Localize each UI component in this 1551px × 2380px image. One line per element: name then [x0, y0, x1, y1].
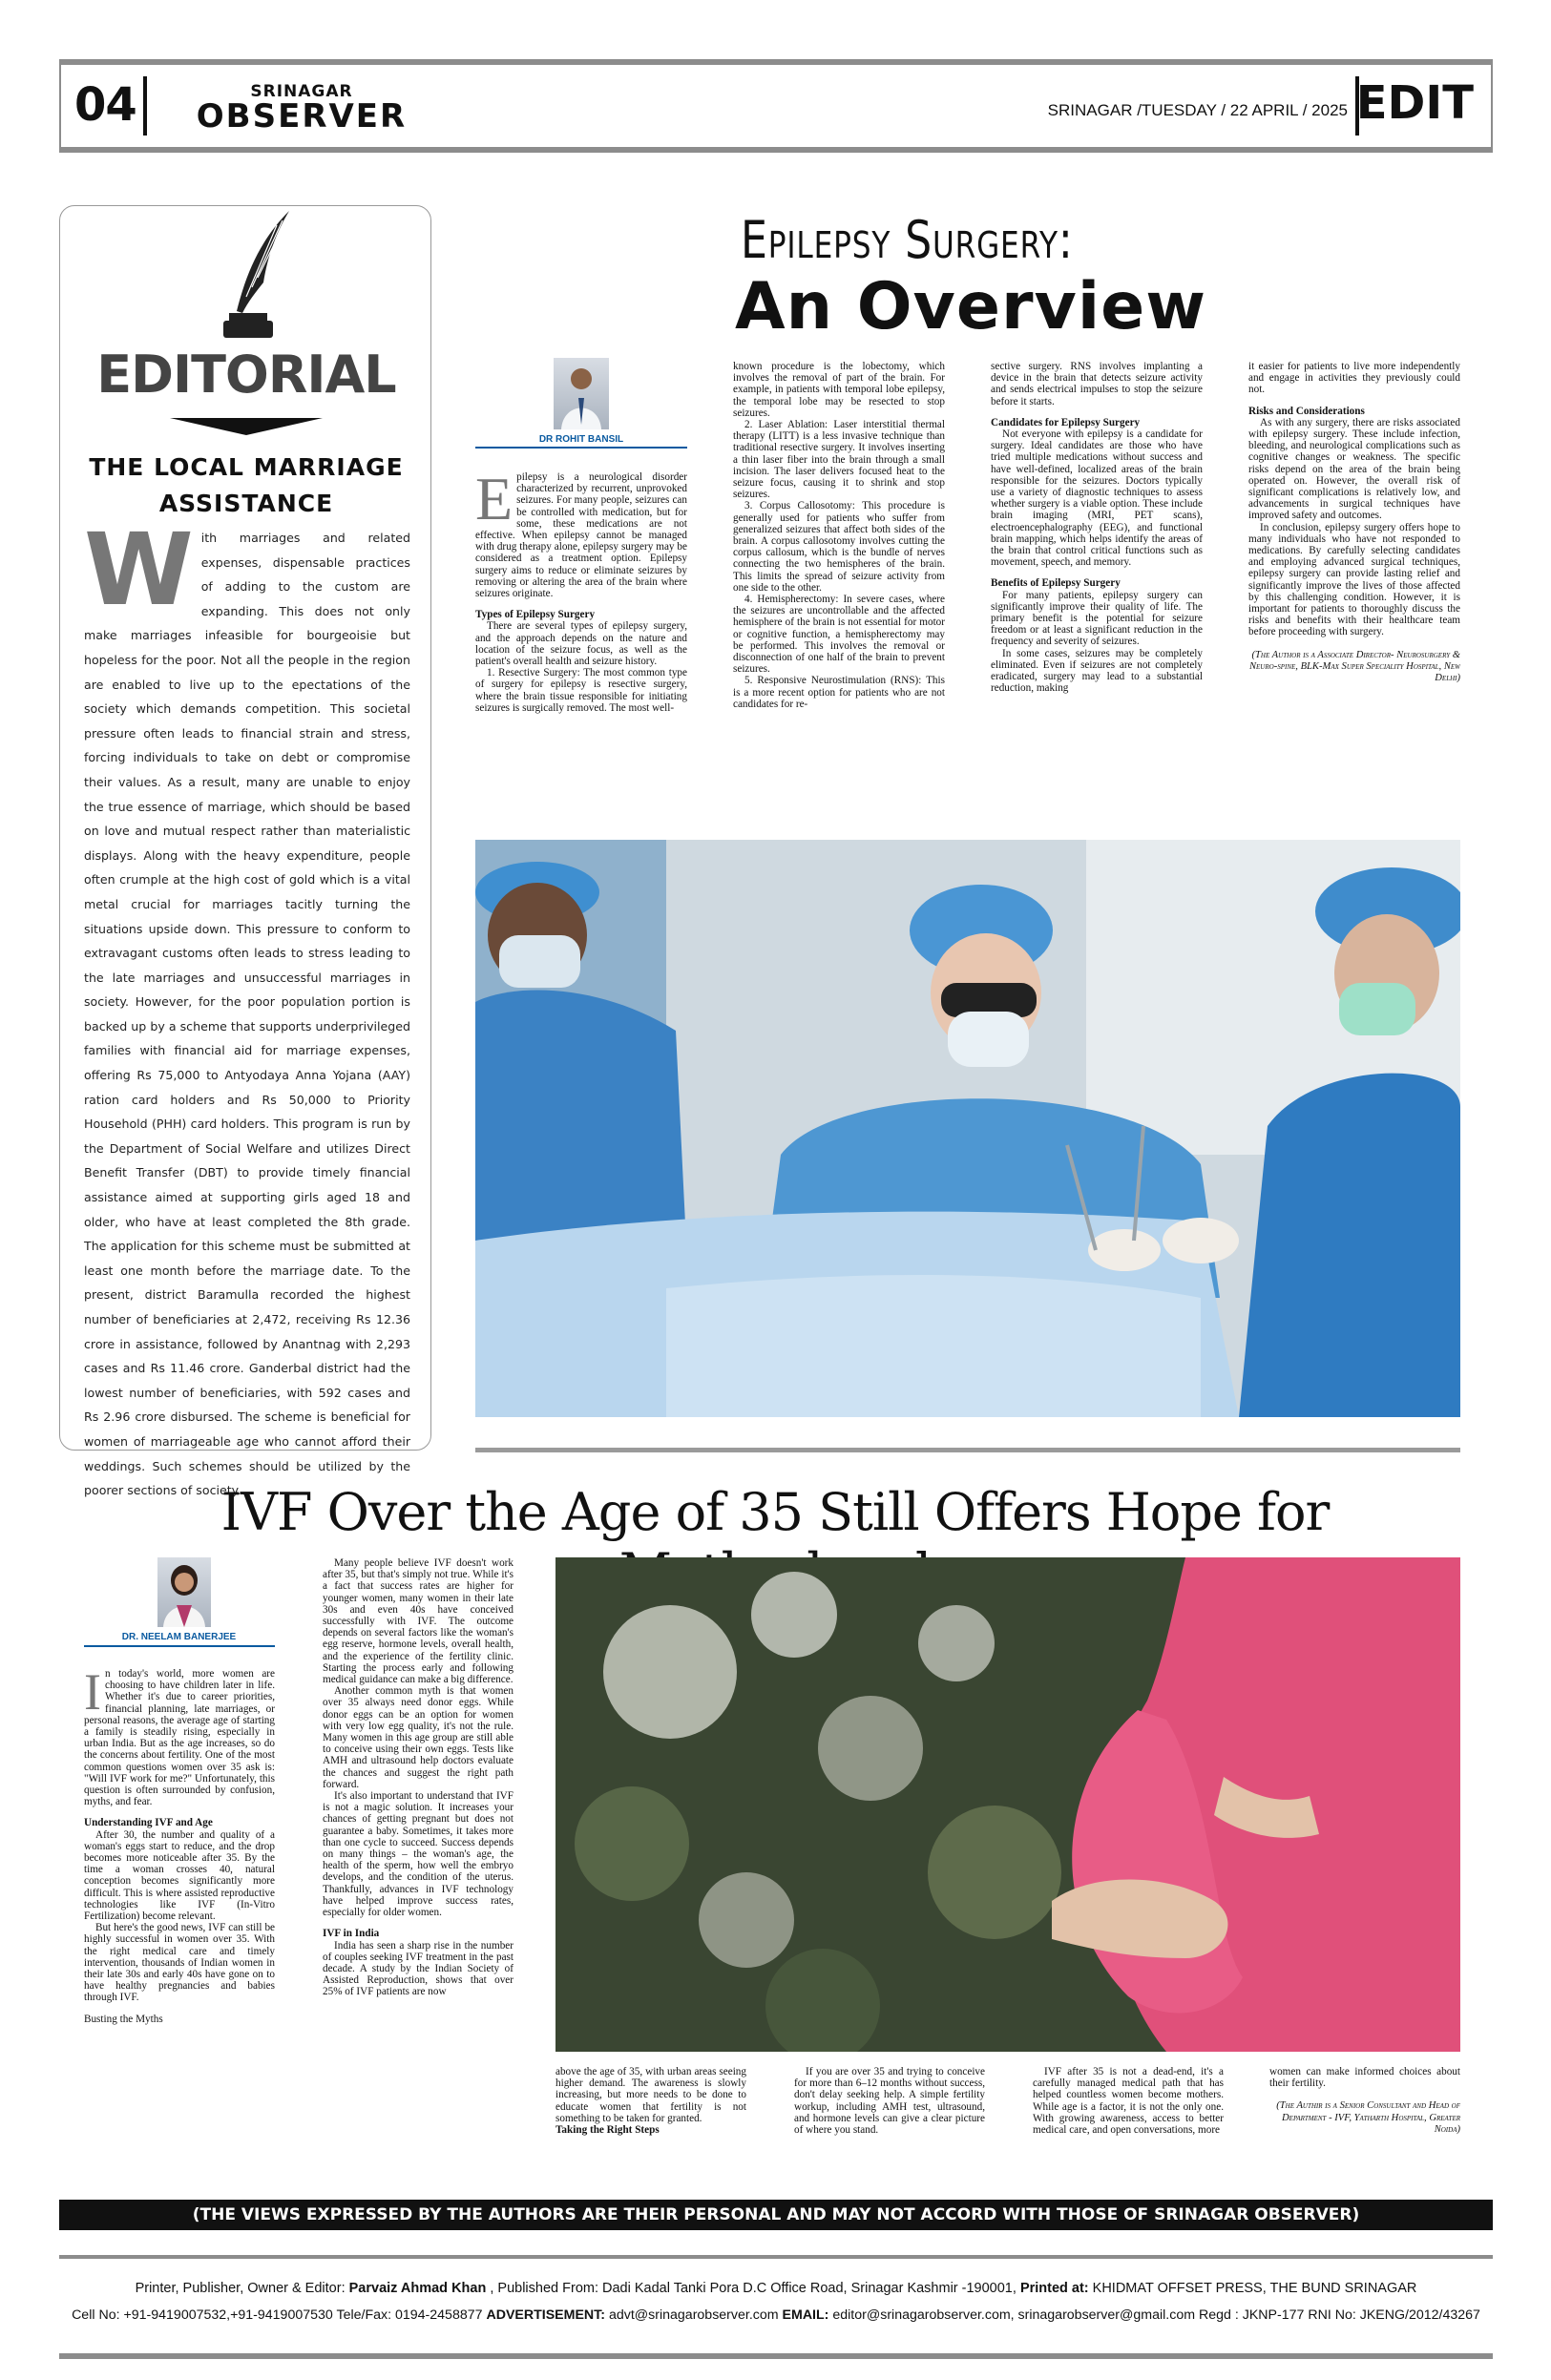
- footer-text: , Published From: Dadi Kadal Tanki Pora D.C Office Road, Srinagar Kashmir -190001,: [486, 2281, 1020, 2296]
- drop-cap: W: [84, 511, 194, 628]
- paragraph: 5. Responsive Neurostimulation (RNS): This is a more recent option for patients who are not candidates for re-: [733, 675, 945, 710]
- disclaimer-bar: (THE VIEWS EXPRESSED BY THE AUTHORS ARE THEIR PERSONAL AND MAY NOT ACCORD WITH THOSE OF SRINAGAR OBSERVER): [59, 2200, 1493, 2230]
- surgery-photo: [475, 840, 1460, 1417]
- editorial-text: ith marriages and related expenses, dispensable practices of adding to the custom are expanding. This does not only make marriages infeasible for bourgeoisie but hopeless for the poor. Not all the people in the region are enabled to live up to the epectations of the society which demands competition. This societal pressure often leads to financial strain and stress, forcing individuals to take on debt or compromise their values. As a result, many are unable to enjoy the true essence of marriage, which should be based on love and mutual respect rather than materialistic displays. Along with the heavy expenditure, people often crumple at the high cost of gold which is a vital metal crucial for marriages tacitly turning the situations upside down. This pressure to conform to extravagant customs often leads to stress leading to the late marriages and unsuccessful marriages in society. However, for the poor population portion is backed up by a scheme that supports underprivileged families with financial aid for marriage expenses, offering Rs 75,000 to Antyodaya Anna Yojana (AAY) ration card holders and Rs 50,000 to Priority Household (PHH) card holders. This program is run by the Department of Social Welfare and utilizes Direct Benefit Transfer (DBT) to provide timely financial assistance aimed at supporting girls aged 18 and older, who have at least completed the 8th grade. The application for this scheme must be submitted at least one month before the marriage date. To the present, district Baramulla recorded the highest number of beneficiaries at 2,472, receiving Rs 12.36 crore in assistance, followed by Anantnag with 2,293 cases and Rs 11.46 crore. Ganderbal district had the lowest number of beneficiaries, with 592 cases and Rs 2.96 crore disbursed. The scheme is beneficial for women of marriageable age who cannot afford their weddings. Such schemes should be utilized by the poorer sections of society.: [84, 531, 410, 1498]
- dateline: SRINAGAR /TUESDAY / 22 APRIL / 2025: [1047, 101, 1348, 119]
- paragraph: If you are over 35 and trying to conceive for more than 6–12 months without success, don't delay seeking help. A simple fertility workup, including AMH test, ultrasound, and hormone levels can give a clear picture of where you stand.: [794, 2066, 985, 2137]
- ivf-column-4: [794, 2066, 985, 2176]
- drop-cap: I: [84, 1668, 101, 1721]
- footer-text: Parvaiz Ahmad Khan: [348, 2281, 487, 2296]
- ivf-column-5: [1033, 2066, 1224, 2176]
- paragraph: As with any surgery, there are risks associated with epilepsy surgery. These include infection, bleeding, and neurological complications such as cognitive changes or weakness. The specific risks depend on the area of the brain being operated on. However, the overall risk of significant complications is relatively low, and advancements in surgical techniques have improved safety and outcomes.: [1248, 416, 1460, 522]
- pregnancy-photo: [555, 1557, 1460, 2052]
- footer-imprint: [59, 2281, 1493, 2296]
- subheading: IVF in India: [323, 1928, 380, 1940]
- paragraph: known procedure is the lobectomy, which involves the removal of part of the brain. For example, in patients with temporal lobe epilepsy, the temporal lobe may be resected to stop seizures.: [733, 361, 945, 419]
- paragraph: 3. Corpus Callosotomy: This procedure is generally used for patients who suffer from generalized seizures that affect both sides of the brain. A corpus callosotomy involves cutting the corpus callosum, which is the bundle of nerves connecting the two hemispheres of the brain. This limits the spread of seizure activity from one side to the other.: [733, 500, 945, 594]
- paragraph: pilepsy is a neurological disorder characterized by recurrent, unprovoked seizures. For many people, seizures can be controlled with medication, but for some, these medications are not effective. When epilepsy cannot be managed with drug therapy alone, epilepsy surgery may be considered as a treatment option. Epilepsy surgery aims to reduce or eliminate seizures by removing or altering the area of the brain where seizures originate.: [475, 471, 687, 600]
- page-number: 04: [74, 78, 136, 132]
- subheading: Taking the Right Steps: [555, 2124, 660, 2137]
- author-rule: [475, 447, 687, 449]
- epilepsy-column-2: [733, 361, 945, 817]
- author-name: DR. NEELAM BANERJEE: [121, 1632, 237, 1642]
- paragraph: In some cases, seizures may be completely eliminated. Even if seizures are not completely eradicated, surgery may lead to a substantial reduction, making: [991, 647, 1203, 695]
- ivf-column-1: [84, 1668, 275, 2174]
- footer-text: KHIDMAT OFFSET PRESS, THE BUND SRINAGAR: [1088, 2281, 1417, 2296]
- subheading: Candidates for Epilepsy Surgery: [991, 416, 1141, 428]
- section-divider: [475, 1448, 1460, 1452]
- paragraph: IVF after 35 is not a dead-end, it's a carefully managed medical path that has helped countless women become mothers. While age is a factor, it is not the only one. With growing awareness, access to better medical care, and open conversations, more: [1033, 2066, 1224, 2137]
- paragraph: In conclusion, epilepsy surgery offers hope to many individuals who have not responded to medications. By carefully selecting candidates and employing advanced surgical techniques, epilepsy surgery can provide lasting relief and significantly improve the lives of those affected by this challenging condition. However, it is important for patients to thoroughly discuss the risks and benefits with their healthcare team before proceeding with surgery.: [1248, 521, 1460, 638]
- paragraph: above the age of 35, with urban areas seeing higher demand. The awareness is slowly increasing, but more needs to be done to educate women that fertility is not something to be taken for granted.: [555, 2066, 746, 2124]
- author-credit: (The Author is a Associate Director- Neurosurgery & Neuro-spine, BLK-Max Super Speciality Hospital, New Delhi): [1248, 649, 1460, 684]
- epilepsy-column-3: [991, 361, 1203, 817]
- editorial-label: EDITORIAL: [96, 344, 396, 405]
- brand-logo: [168, 82, 435, 136]
- paragraph: India has seen a sharp rise in the number of couples seeking IVF treatment in the past decade. A study by the Indian Society of Assisted Reproduction, shows that over 25% of IVF patients are now: [323, 1939, 514, 1998]
- paragraph: 1. Resective Surgery: The most common type of surgery for epilepsy is resective surgery, where the brain tissue responsible for initiating seizures is surgically removed. The most well-: [475, 667, 687, 714]
- brand-small: SRINAGAR: [250, 82, 353, 101]
- epilepsy-column-4: [1248, 361, 1460, 817]
- subheading: Busting the Myths: [84, 2013, 163, 2025]
- paragraph: Many people believe IVF doesn't work after 35, but that's simply not true. While it's a fact that success rates are higher for younger women, many women in their late 30s and even 40s have conceived successfully with IVF. The outcome depends on several factors like the woman's egg reserve, hormone levels, overall health, and the experience of the fertility clinic. Starting the process early and following medical guidance can make a big difference.: [323, 1557, 514, 1686]
- paragraph: For many patients, epilepsy surgery can significantly improve their quality of life. The primary benefit is the potential for seizure freedom or at least a significant reduction in the frequency and severity of seizures.: [991, 589, 1203, 648]
- author-photo-neelam: [157, 1557, 211, 1627]
- editorial-body: [84, 511, 410, 1498]
- author-photo-rohit: [554, 358, 609, 429]
- subheading: Risks and Considerations: [1248, 405, 1365, 417]
- paragraph: n today's world, more women are choosing to have children later in life. Whether it's due to career priorities, financial planning, late marriages, or personal reasons, the average age of starting a family is steadily rising, especially in urban India. But as the age increases, so do the concerns about fertility. One of the most common questions women over 35 ask is: "Will IVF work for me?" Unfortunately, this question is often surrounded by confusion, myths, and fear.: [84, 1668, 275, 1808]
- quill-inkpot-icon: [208, 206, 294, 340]
- footer-text: EMAIL:: [782, 2307, 829, 2323]
- footer-text: ADVERTISEMENT:: [486, 2307, 605, 2323]
- pregnant-woman-illustration: [555, 1557, 1460, 2052]
- author-credit: (The Authir is a Senior Consultant and Head of Department - IVF, Yatharth Hospital, Greater Noida): [1276, 2100, 1460, 2135]
- footer-contact: [59, 2307, 1493, 2323]
- brand-big: OBSERVER: [196, 97, 408, 136]
- footer-text: Cell No: +91-9419007532,+91-9419007530 Tele/Fax: 0194-2458877: [72, 2307, 487, 2323]
- editorial-headline: THE LOCAL MARRIAGE ASSISTANCE: [89, 453, 404, 517]
- ivf-headline: IVF Over the Age of 35 Still Offers Hope for: [220, 1482, 1330, 1542]
- paragraph: It's also important to understand that IVF is not a magic solution. It increases your chances of getting pregnant but does not guarantee a baby. Sometimes, it takes more than one cycle to succeed. Success depends on many things – the woman's age, the health of the sperm, how well the embryo develops, and the condition of the uterus. Thankfully, advances in IVF technology have helped improve success rates, especially for older women.: [323, 1790, 514, 1919]
- paragraph: After 30, the number and quality of a woman's eggs start to reduce, and the drop becomes more noticeable after 35. By the time a woman crosses 40, natural conception becomes significantly more difficult. This is where assisted reproductive technologies like IVF (In-Vitro Fertilization) become relevant.: [84, 1828, 275, 1923]
- footer-text: editor@srinagarobserver.com, srinagarobserver@gmail.com Regd : JKNP-177 RNI No: JKENG/2012/43267: [828, 2307, 1480, 2323]
- footer-rule: [59, 2353, 1493, 2359]
- ivf-column-3: [555, 2066, 746, 2176]
- paragraph: 4. Hemispherectomy: In severe cases, where the seizures are uncontrollable and the affected hemisphere of the brain is not essential for motor or cognitive function, a hemispherectomy may be performed. This involves the removal or disconnection of one half of the brain to prevent seizures.: [733, 594, 945, 676]
- masthead: [59, 59, 1493, 153]
- subheading: Types of Epilepsy Surgery: [475, 609, 596, 621]
- epilepsy-kicker: Epilepsy Surgery:: [741, 210, 1074, 270]
- author-rule: [84, 1645, 275, 1647]
- epilepsy-headline: An Overview: [735, 269, 1207, 344]
- paragraph: sective surgery. RNS involves implanting a device in the brain that detects seizure activity and sends electrical impulses to stop the seizure before it starts.: [991, 361, 1203, 407]
- ivf-column-6: [1269, 2066, 1460, 2176]
- paragraph: 2. Laser Ablation: Laser interstitial thermal therapy (LITT) is a less invasive technique than traditional resective surgery. It involves inserting a thin laser fiber into the brain through a small incision. The laser delivers focused heat to the seizure focus, causing it to shrink and stop seizures.: [733, 419, 945, 501]
- surgeons-illustration: [475, 840, 1460, 1417]
- person-icon: [554, 358, 609, 429]
- paragraph: Another common myth is that women over 35 always need donor eggs. While donor eggs can be an option for women with very low egg quality, it's not the rule. Many women in this age group are still able to conceive using their own eggs. Tests like AMH and ultrasound help doctors evaluate the chances and suggest the right path forward.: [323, 1685, 514, 1790]
- person-icon: [157, 1557, 211, 1627]
- footer-text: Printed at:: [1019, 2281, 1089, 2296]
- section-label: EDIT: [1355, 76, 1474, 130]
- epilepsy-column-1: [475, 471, 687, 815]
- paragraph: it easier for patients to live more independently and engage in activities they previously could not.: [1248, 361, 1460, 396]
- footer-text: advt@srinagarobserver.com: [605, 2307, 783, 2323]
- drop-cap: E: [475, 471, 514, 532]
- paragraph: But here's the good news, IVF can still be highly successful in women over 35. With the right medical care and timely intervention, thousands of Indian women in their late 30s and early 40s have gone on to have healthy pregnancies and babies through IVF.: [84, 1922, 275, 2004]
- masthead-divider: [143, 76, 147, 136]
- paragraph: There are several types of epilepsy surgery, and the approach depends on the nature and location of the seizure focus, as well as the patient's overall health and seizure history.: [475, 620, 687, 668]
- footer-rule: [59, 2255, 1493, 2259]
- author-name: DR ROHIT BANSIL: [538, 434, 624, 445]
- paragraph: women can make informed choices about their fertility.: [1269, 2066, 1460, 2090]
- subheading: Understanding IVF and Age: [84, 1817, 213, 1829]
- editorial-box: [59, 205, 431, 1498]
- footer-text: Printer, Publisher, Owner & Editor:: [135, 2281, 349, 2296]
- ivf-column-2: [323, 1557, 514, 2174]
- subheading: Benefits of Epilepsy Surgery: [991, 577, 1121, 590]
- paragraph: Not everyone with epilepsy is a candidate for surgery. Ideal candidates are those who have tried multiple medications without success and have well-defined, localized areas of the brain responsible for the seizures. Doctors typically use a variety of diagnostic techniques to assess whether surgery is a viable option. These include brain imaging (MRI, PET scans), electroencephalography (EEG), and functional brain mapping, which helps identify the areas of the brain that control critical functions such as movement, speech, and memory.: [991, 428, 1203, 569]
- arrow-down-icon: [170, 418, 323, 435]
